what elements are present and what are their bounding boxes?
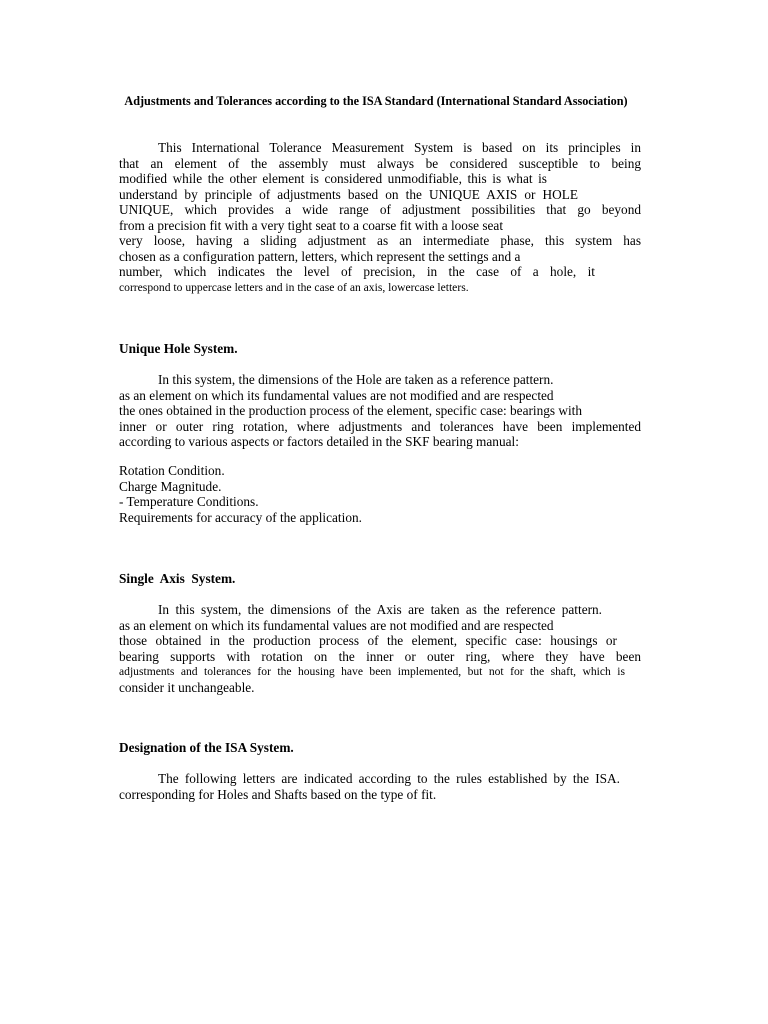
unique-hole-line: as an element on which its fundamental values are not modified and are respected — [119, 387, 554, 403]
intro-paragraph — [119, 140, 641, 295]
intro-line: correspond to uppercase letters and in the case of an axis, lowercase letters. — [119, 280, 469, 294]
single-axis-line: In this system, the dimensions of the Axis are taken as the reference pattern. — [158, 602, 602, 617]
unique-hole-line: In this system, the dimensions of the Hole are taken as a reference pattern. — [158, 372, 554, 387]
designation-paragraph — [119, 771, 641, 802]
unique-hole-line: the ones obtained in the production process of the element, specific case: bearings with — [119, 403, 583, 418]
intro-line: This International Tolerance Measurement System is based on its principles in — [158, 140, 641, 155]
designation-line: The following letters are indicated according to the rules established by the ISA. — [158, 771, 620, 786]
intro-line: number, which indicates the level of precision, in the case of a hole, it — [119, 264, 595, 279]
unique-hole-line: inner or outer ring rotation, where adjustments and tolerances have been implemented — [119, 418, 641, 434]
intro-line: modified while the other element is considered unmodifiable, this is what is — [119, 171, 547, 186]
single-axis-paragraph — [119, 602, 641, 695]
single-axis-line: as an element on which its fundamental values are not modified and are respected — [119, 617, 554, 633]
single-axis-line: those obtained in the production process of the element, specific case: housings or — [119, 633, 617, 648]
unique-hole-paragraph — [119, 372, 641, 450]
single-axis-heading: Single Axis System. — [119, 571, 236, 586]
single-axis-line: bearing supports with rotation on the inner or outer ring, where they have been — [119, 648, 641, 664]
intro-line: understand by principle of adjustments based on the UNIQUE AXIS or HOLE — [119, 186, 578, 202]
factor-list-item: Requirements for accuracy of the application. — [119, 509, 362, 525]
unique-hole-factor-list — [119, 463, 641, 525]
intro-line: very loose, having a sliding adjustment as an intermediate phase, this system has — [119, 233, 641, 248]
intro-line: that an element of the assembly must always be considered susceptible to being — [119, 155, 641, 171]
single-axis-line: consider it unchangeable. — [119, 679, 255, 695]
intro-line: UNIQUE, which provides a wide range of adjustment possibilities that go beyond — [119, 202, 641, 217]
factor-list-item: Charge Magnitude. — [119, 478, 222, 494]
document-title: Adjustments and Tolerances according to the ISA Standard (International Standard Association) — [124, 94, 628, 108]
intro-line: chosen as a configuration pattern, letters, which represent the settings and a — [119, 248, 521, 264]
designation-line: corresponding for Holes and Shafts based on the type of fit. — [119, 786, 437, 802]
intro-line: from a precision fit with a very tight seat to a coarse fit with a loose seat — [119, 217, 504, 233]
factor-list-item: Rotation Condition. — [119, 463, 225, 478]
unique-hole-line: according to various aspects or factors detailed in the SKF bearing manual: — [119, 434, 519, 449]
designation-heading: Designation of the ISA System. — [119, 740, 294, 755]
unique-hole-heading: Unique Hole System. — [119, 341, 238, 356]
factor-list-item: - Temperature Conditions. — [119, 494, 259, 509]
single-axis-line: adjustments and tolerances for the housing have been implemented, but not for the shaft, which is — [119, 665, 625, 678]
